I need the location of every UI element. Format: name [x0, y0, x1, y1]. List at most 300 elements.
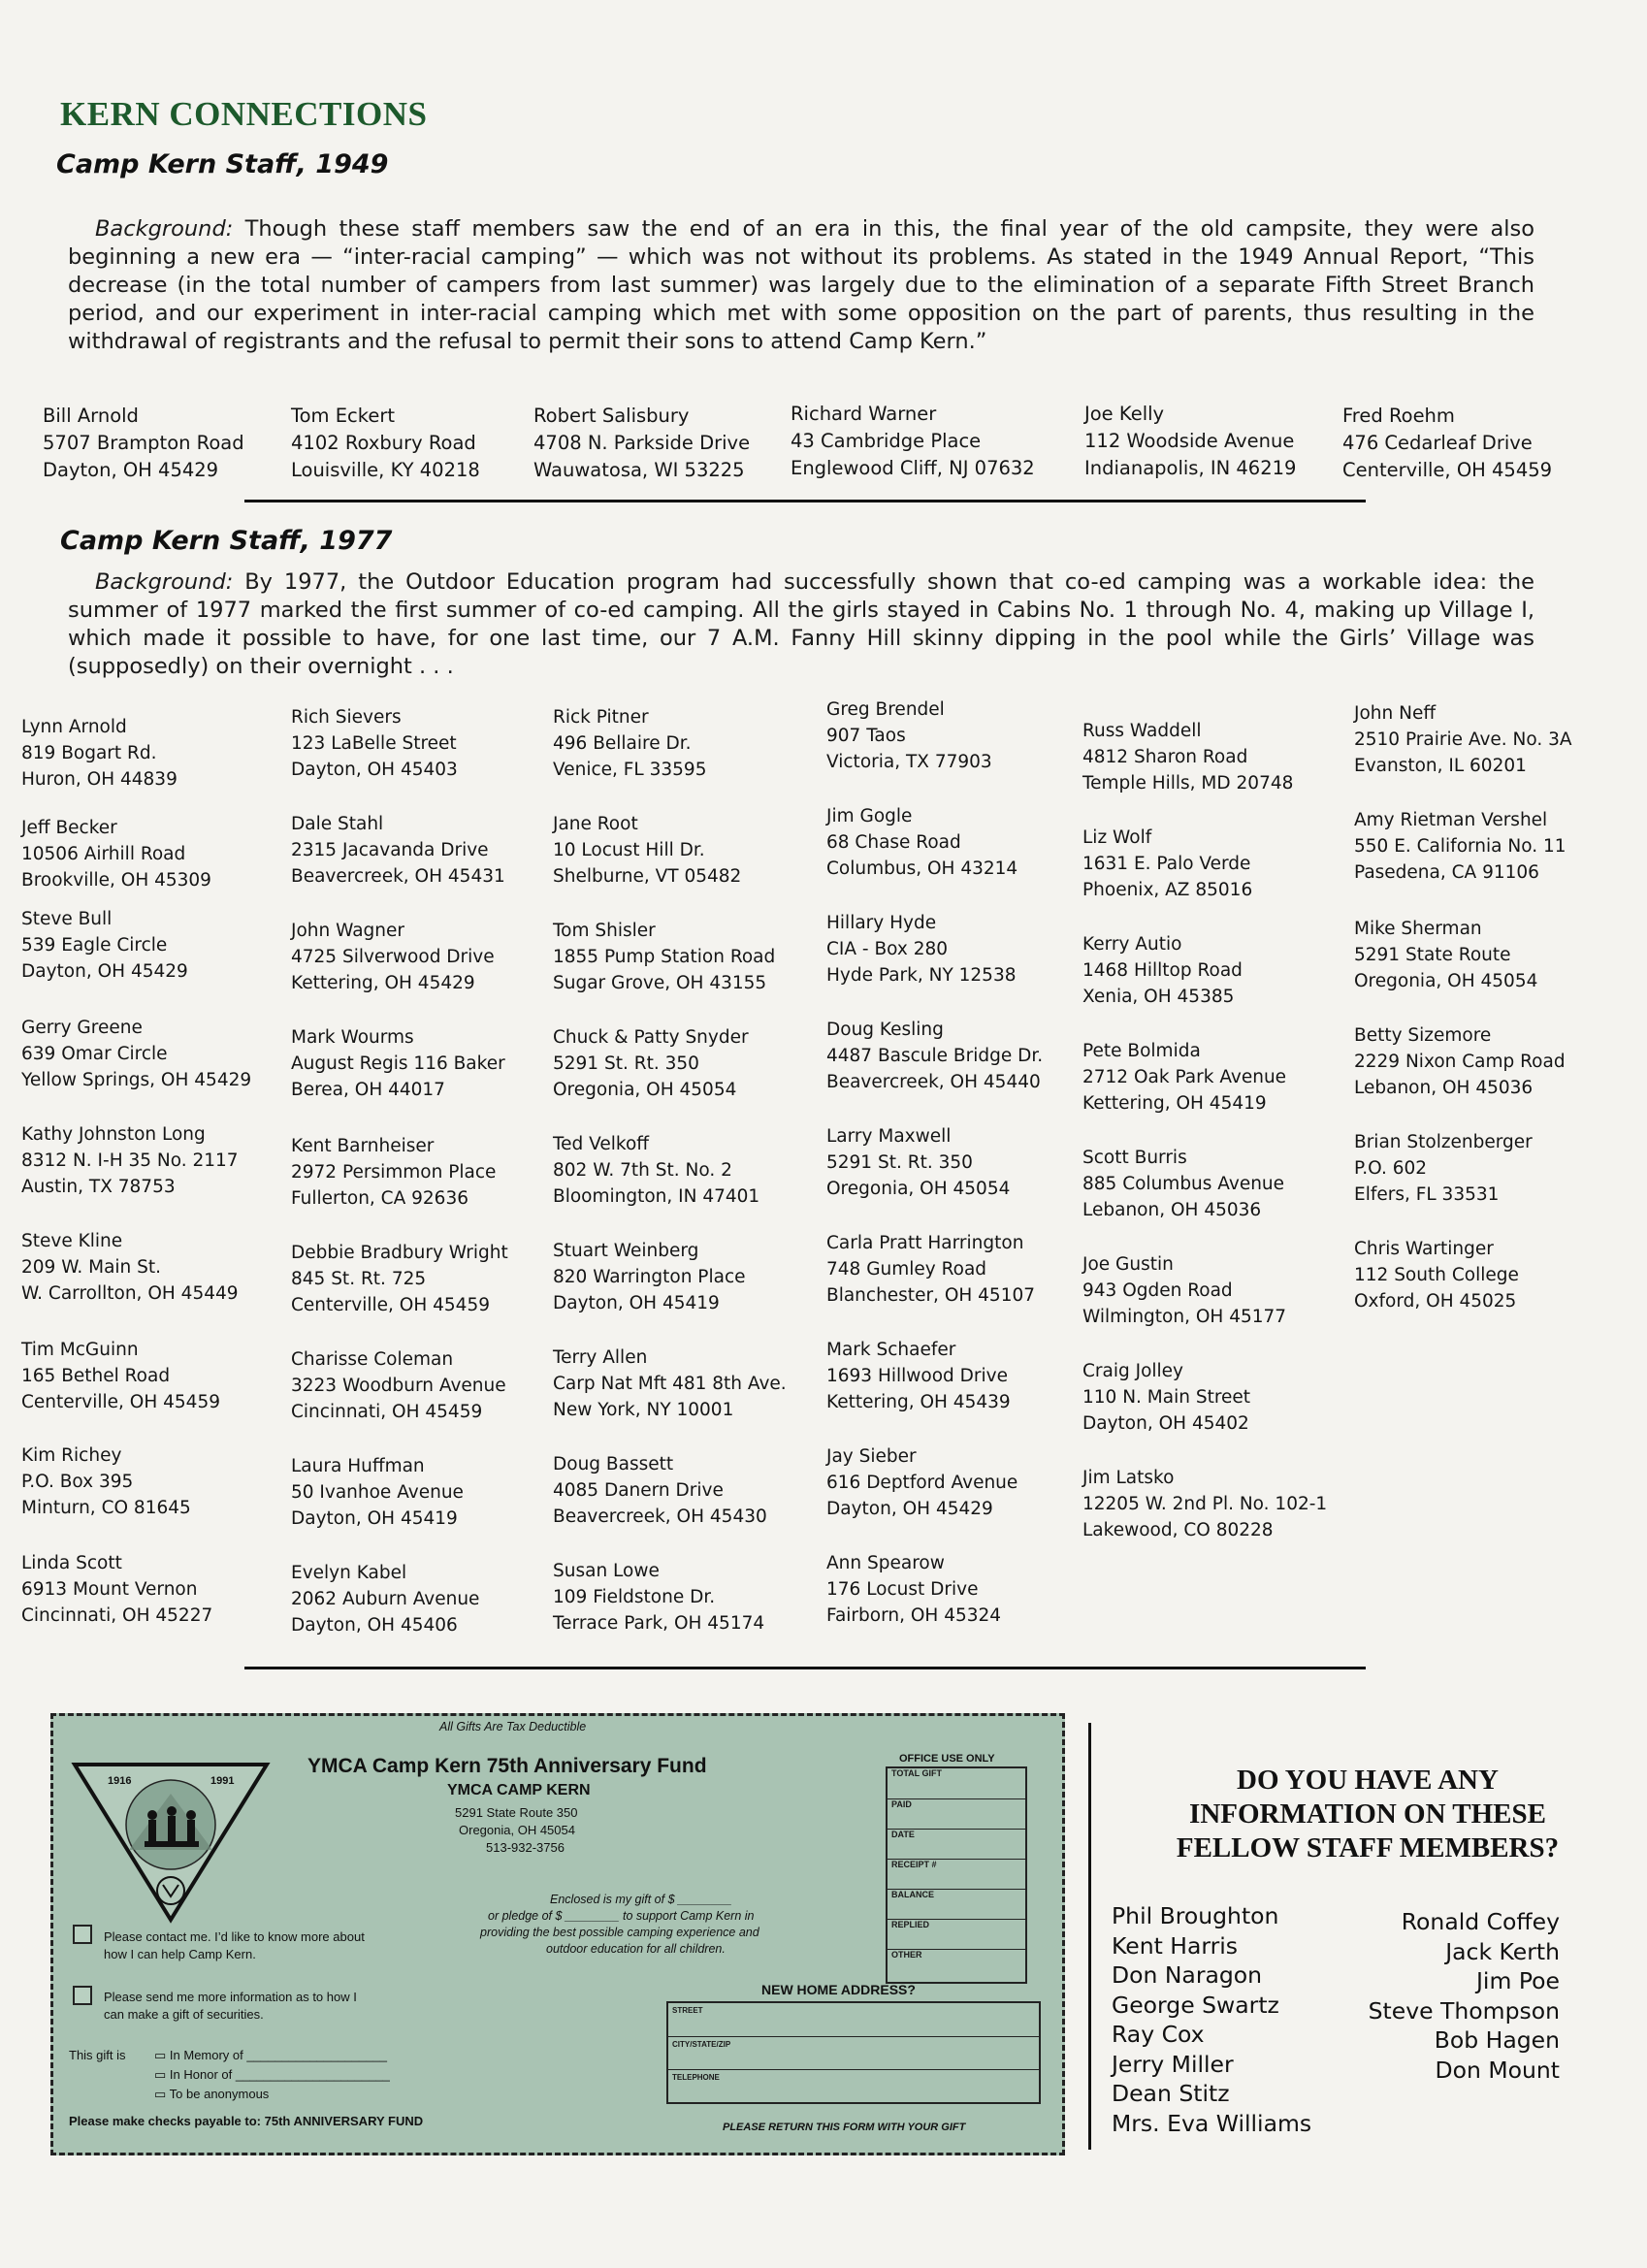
missing-staff-name: Mrs. Eva Williams [1112, 2109, 1312, 2137]
staff-name: Mark Schaefer [826, 1340, 956, 1360]
staff-street: 539 Eagle Circle [21, 935, 168, 956]
office-field: PAID [888, 1798, 1025, 1829]
telephone-field[interactable]: TELEPHONE [668, 2069, 1039, 2102]
staff-city: Oregonia, OH 45054 [826, 1179, 1011, 1199]
staff-street: 2315 Jacavanda Drive [291, 840, 489, 860]
staff-1977-entry [1354, 1236, 1519, 1314]
staff-name: Chuck & Patty Snyder [553, 1027, 749, 1048]
staff-street: 476 Cedarleaf Drive [1342, 432, 1533, 454]
office-field: TOTAL GIFT [891, 1768, 942, 1778]
staff-city: Centerville, OH 45459 [1342, 459, 1553, 481]
new-address-title: NEW HOME ADDRESS? [761, 1982, 916, 1997]
staff-street: 2712 Oak Park Avenue [1082, 1067, 1287, 1087]
staff-city: Indianapolis, IN 46219 [1084, 457, 1297, 479]
staff-city: Shelburne, VT 05482 [553, 866, 742, 887]
staff-city: Beavercreek, OH 45431 [291, 866, 505, 887]
staff-name: Jeff Becker [21, 818, 117, 838]
staff-city: Pasedena, CA 91106 [1354, 862, 1539, 883]
staff-name: Charisse Coleman [291, 1349, 454, 1370]
staff-street: 10 Locust Hill Dr. [553, 840, 705, 860]
staff-city: Dayton, OH 45419 [553, 1293, 720, 1313]
staff-1977-entry [21, 714, 178, 793]
staff-1949-entry [533, 403, 750, 484]
logo-year-right: 1991 [210, 1775, 235, 1787]
section-divider [244, 1667, 1366, 1669]
staff-city: Evanston, IL 60201 [1354, 756, 1527, 776]
org-name: YMCA CAMP KERN [447, 1782, 591, 1798]
staff-street: 845 St. Rt. 725 [291, 1269, 427, 1289]
staff-1977-entry [553, 704, 706, 783]
staff-1977-entry [21, 906, 188, 985]
staff-name: Liz Wolf [1082, 827, 1152, 848]
staff-1977-entry [826, 1337, 1011, 1415]
section-heading-1949: Camp Kern Staff, 1949 [56, 149, 389, 179]
staff-city: Xenia, OH 45385 [1082, 987, 1235, 1007]
staff-street: 68 Chase Road [826, 832, 961, 853]
staff-1977-entry [291, 1346, 506, 1425]
staff-city: Blanchester, OH 45107 [826, 1285, 1036, 1306]
staff-street: 2229 Nixon Camp Road [1354, 1052, 1566, 1072]
staff-1977-entry [21, 1228, 239, 1307]
gift-amount-line: Enclosed is my gift of $ ________ [550, 1893, 732, 1906]
staff-street: 209 W. Main St. [21, 1257, 162, 1278]
staff-name: Brian Stolzenberger [1354, 1132, 1533, 1152]
missing-staff-name: Don Mount [1435, 2056, 1560, 2084]
staff-1949-entry [43, 403, 244, 484]
gift-type-memory-label: In Memory of [169, 2048, 243, 2062]
staff-street: 819 Bogart Rd. [21, 743, 157, 763]
pledge-line: or pledge of $ ________ to support Camp Kern in [488, 1909, 755, 1923]
staff-street: 5291 State Route [1354, 945, 1511, 965]
staff-1977-entry [826, 1443, 1017, 1522]
staff-name: Mark Wourms [291, 1027, 414, 1048]
staff-name: Stuart Weinberg [553, 1241, 699, 1261]
background-text-1977: By 1977, the Outdoor Education program had successfully shown that co-ed camping was a workable idea: the summer of 1977 marked the first summer of co-ed camping. All the girls stayed in Cabins No. 1 through No. 4, making up Village I, which made it possible to have, for one last time, our 7 A.M. Fanny Hill skinny dipping in the pool while the Girls’ Village was (supposedly) on their overnight . . . [68, 569, 1535, 679]
staff-street: 820 Warrington Place [553, 1267, 746, 1287]
org-phone: 513-932-3756 [486, 1840, 565, 1855]
staff-city: Louisville, KY 40218 [291, 459, 480, 481]
staff-city: Lakewood, CO 80228 [1082, 1520, 1274, 1540]
staff-street: 176 Locust Drive [826, 1579, 979, 1600]
staff-city: Terrace Park, OH 45174 [553, 1613, 765, 1634]
staff-name: Gerry Greene [21, 1018, 143, 1038]
staff-street: 943 Ogden Road [1082, 1280, 1233, 1301]
staff-street: P.O. Box 395 [21, 1472, 134, 1492]
staff-street: P.O. 602 [1354, 1158, 1428, 1179]
staff-1977-entry [1082, 1251, 1286, 1330]
staff-street: 43 Cambridge Place [791, 430, 982, 452]
org-city: Oregonia, OH 45054 [459, 1823, 575, 1837]
staff-street: 5291 St. Rt. 350 [553, 1053, 699, 1074]
staff-name: Jay Sieber [826, 1446, 917, 1467]
staff-1977-entry [1354, 1022, 1566, 1101]
staff-street: 2972 Persimmon Place [291, 1162, 497, 1183]
staff-city: Oregonia, OH 45054 [553, 1080, 737, 1100]
staff-name: Tom Shisler [553, 921, 656, 941]
staff-street: 4812 Sharon Road [1082, 747, 1248, 767]
staff-city: Dayton, OH 45429 [826, 1499, 993, 1519]
staff-city: Lebanon, OH 45036 [1354, 1078, 1534, 1098]
staff-name: Rick Pitner [553, 707, 649, 728]
staff-name: Chris Wartinger [1354, 1239, 1494, 1259]
staff-street: 748 Gumley Road [826, 1259, 987, 1280]
staff-1977-entry [1082, 1465, 1327, 1543]
staff-1977-entry [553, 1131, 759, 1210]
staff-street: 1855 Pump Station Road [553, 947, 776, 967]
office-field: REPLIED [888, 1919, 1025, 1949]
staff-street: 550 E. California No. 11 [1354, 836, 1566, 857]
staff-name: Tom Eckert [291, 405, 396, 427]
staff-1977-entry [291, 1453, 464, 1532]
staff-city: Wauwatosa, WI 53225 [533, 459, 745, 481]
staff-street: 496 Bellaire Dr. [553, 733, 692, 754]
staff-name: Amy Rietman Vershel [1354, 810, 1548, 830]
staff-name: Richard Warner [791, 403, 937, 425]
missing-staff-name: Jim Poe [1476, 1967, 1560, 1994]
return-form-note: PLEASE RETURN THIS FORM WITH YOUR GIFT [723, 2122, 966, 2133]
missing-staff-name: Jack Kerth [1445, 1937, 1560, 1965]
staff-name: Steve Kline [21, 1231, 123, 1251]
staff-street: 907 Taos [826, 726, 906, 746]
staff-name: Doug Bassett [553, 1454, 674, 1474]
missing-staff-name: George Swartz [1112, 1991, 1279, 2019]
staff-name: Hillary Hyde [826, 913, 937, 933]
info-request-heading [1115, 1764, 1620, 1865]
staff-name: Susan Lowe [553, 1561, 660, 1581]
camp-kern-logo [71, 1755, 271, 1931]
missing-staff-name: Jerry Miller [1112, 2050, 1234, 2078]
staff-city: Hyde Park, NY 12538 [826, 965, 1017, 986]
staff-city: Beavercreek, OH 45430 [553, 1507, 767, 1527]
staff-name: Jane Root [553, 814, 638, 834]
staff-street: 110 N. Main Street [1082, 1387, 1251, 1408]
org-address: 5291 State Route 350 [455, 1805, 578, 1820]
missing-staff-name: Kent Harris [1112, 1931, 1239, 1960]
staff-city: Fairborn, OH 45324 [826, 1605, 1002, 1626]
staff-1977-entry [1082, 1145, 1284, 1223]
staff-name: Russ Waddell [1082, 721, 1202, 741]
staff-street: 4487 Bascule Bridge Dr. [826, 1046, 1044, 1066]
staff-street: 5291 St. Rt. 350 [826, 1152, 973, 1173]
staff-city: Dayton, OH 45429 [43, 459, 219, 481]
staff-name: Kent Barnheiser [291, 1136, 435, 1156]
staff-street: 639 Omar Circle [21, 1044, 168, 1064]
staff-1977-entry [291, 704, 458, 783]
staff-1977-entry [21, 1442, 191, 1521]
staff-street: 2062 Auburn Avenue [291, 1589, 480, 1609]
staff-name: Carla Pratt Harrington [826, 1233, 1024, 1253]
staff-street: 10506 Airhill Road [21, 844, 186, 864]
background-1949-paragraph [68, 215, 1534, 356]
staff-city: Brookville, OH 45309 [21, 870, 211, 891]
gift-type-honor[interactable]: ▭ In Honor of ______________________ [154, 2067, 390, 2082]
staff-1977-entry [21, 1121, 239, 1200]
staff-1977-entry [553, 1024, 749, 1103]
staff-name: Kathy Johnston Long [21, 1124, 206, 1145]
staff-city: Dayton, OH 45406 [291, 1615, 458, 1636]
staff-city: Beavercreek, OH 45440 [826, 1072, 1041, 1092]
staff-city: Fullerton, CA 92636 [291, 1188, 468, 1209]
staff-name: Linda Scott [21, 1553, 122, 1573]
staff-street: 4085 Danern Drive [553, 1480, 724, 1501]
section-heading-1977: Camp Kern Staff, 1977 [60, 526, 393, 556]
staff-1977-entry [826, 697, 992, 775]
staff-city: Wilmington, OH 45177 [1082, 1307, 1287, 1327]
staff-city: Sugar Grove, OH 43155 [553, 973, 767, 993]
staff-street: 3223 Woodburn Avenue [291, 1376, 506, 1396]
purpose-line-2: outdoor education for all children. [546, 1942, 726, 1956]
staff-city: Austin, TX 78753 [21, 1177, 176, 1197]
staff-street: Carp Nat Mft 481 8th Ave. [553, 1374, 787, 1394]
staff-name: Greg Brendel [826, 699, 945, 720]
staff-street: 5707 Brampton Road [43, 432, 244, 454]
staff-city: Kettering, OH 45419 [1082, 1093, 1267, 1114]
staff-1977-entry [21, 1550, 212, 1629]
staff-street: 6913 Mount Vernon [21, 1579, 198, 1600]
staff-1977-entry [553, 1238, 746, 1316]
staff-street: 802 W. 7th St. No. 2 [553, 1160, 732, 1181]
staff-name: Larry Maxwell [826, 1126, 952, 1147]
checks-label: Please make checks payable to: [69, 2114, 262, 2128]
staff-1977-entry [826, 1550, 1001, 1629]
contact-me-label-2: how I can help Camp Kern. [104, 1947, 256, 1961]
staff-name: Fred Roehm [1342, 405, 1455, 427]
staff-1977-entry [21, 1015, 251, 1093]
staff-1977-entry [553, 1345, 787, 1423]
staff-name: Laura Huffman [291, 1456, 425, 1476]
staff-name: Steve Bull [21, 909, 113, 929]
staff-1977-entry [826, 1230, 1035, 1309]
staff-1977-entry [291, 1560, 479, 1638]
staff-city: Phoenix, AZ 85016 [1082, 880, 1253, 900]
staff-name: Joe Kelly [1084, 403, 1165, 425]
staff-1977-entry [553, 918, 775, 996]
staff-city: Kettering, OH 45439 [826, 1392, 1011, 1412]
staff-1977-entry [1082, 1038, 1286, 1117]
staff-street: 4708 N. Parkside Drive [533, 432, 751, 454]
staff-1977-entry [553, 811, 741, 890]
staff-street: 112 South College [1354, 1265, 1519, 1285]
staff-city: Englewood Cliff, NJ 07632 [791, 457, 1035, 479]
staff-street: 1631 E. Palo Verde [1082, 854, 1251, 874]
gift-type-honor-label: In Honor of [169, 2067, 233, 2082]
missing-staff-name: Bob Hagen [1434, 2026, 1560, 2054]
staff-street: 4102 Roxbury Road [291, 432, 476, 454]
staff-name: Pete Bolmida [1082, 1041, 1201, 1061]
staff-1977-entry [21, 1337, 220, 1415]
missing-staff-name: Steve Thompson [1368, 1996, 1560, 2025]
staff-name: Betty Sizemore [1354, 1025, 1492, 1046]
staff-name: Jim Latsko [1082, 1468, 1175, 1488]
tax-deductible-note: All Gifts Are Tax Deductible [439, 1720, 587, 1733]
missing-staff-name: Phil Broughton [1112, 1902, 1279, 1929]
missing-staff-list-left [1112, 1901, 1311, 2138]
staff-1949-entry [791, 401, 1035, 482]
staff-street: 4725 Silverwood Drive [291, 947, 495, 967]
staff-1977-entry [553, 1451, 767, 1530]
street-field[interactable]: STREET [672, 2006, 703, 2015]
office-field: RECEIPT # [888, 1859, 1025, 1889]
contact-me-checkbox[interactable] [73, 1925, 92, 1944]
staff-name: Kim Richey [21, 1445, 122, 1466]
staff-1977-entry [1082, 825, 1252, 903]
staff-1977-entry [1354, 807, 1566, 886]
staff-city: Columbus, OH 43214 [826, 859, 1018, 879]
staff-city: Minturn, CO 81645 [21, 1498, 191, 1518]
staff-city: Cincinnati, OH 45227 [21, 1605, 213, 1626]
staff-1977-entry [21, 815, 211, 893]
staff-name: Jim Gogle [826, 806, 913, 826]
staff-street: August Regis 116 Baker [291, 1053, 505, 1074]
staff-name: Craig Jolley [1082, 1361, 1184, 1381]
background-lead-1949: Background: [95, 216, 234, 242]
office-use-box [886, 1766, 1027, 1984]
staff-1977-entry [1082, 931, 1243, 1010]
staff-1977-entry [826, 1123, 1010, 1202]
staff-name: Scott Burris [1082, 1148, 1187, 1168]
staff-street: 112 Woodside Avenue [1084, 430, 1295, 452]
staff-1977-entry [826, 910, 1016, 988]
background-text-1949: Though these staff members saw the end of an era in this, the final year of the old campsite, they were also beginning a new era — “inter-racial camping” — which was not without its problems. As stated in the 1949 Annual Report, “This decrease (in the total number of campers from last summer) was largely due to the elimination of a separate Fifth Street Branch period, and our experiment in inter-racial camping which met with some opposition on the part of parents, thus resulting in the withdrawal of registrants and the refusal to permit their sons to attend Camp Kern.” [68, 216, 1534, 354]
purpose-line: providing the best possible camping experience and [480, 1926, 759, 1939]
staff-name: Kerry Autio [1082, 934, 1182, 955]
staff-city: Huron, OH 44839 [21, 769, 178, 790]
staff-name: Ann Spearow [826, 1553, 945, 1573]
checks-payable-note [69, 2114, 423, 2128]
staff-city: Oregonia, OH 45054 [1354, 971, 1538, 991]
staff-1977-entry [291, 811, 505, 890]
gift-type-label: This gift is [69, 2048, 126, 2062]
staff-name: Joe Gustin [1082, 1254, 1174, 1275]
missing-staff-name: Ray Cox [1112, 2021, 1205, 2048]
city-state-zip-field[interactable]: CITY/STATE/ZIP [668, 2036, 1039, 2069]
staff-name: Doug Kesling [826, 1020, 944, 1040]
missing-staff-list-right [1319, 1907, 1560, 2085]
staff-1949-entry [1342, 403, 1552, 484]
staff-city: Oxford, OH 45025 [1354, 1291, 1517, 1312]
new-address-box [666, 2001, 1041, 2104]
staff-1949-entry [291, 403, 480, 484]
staff-city: Yellow Springs, OH 45429 [21, 1070, 252, 1090]
staff-city: Berea, OH 44017 [291, 1080, 445, 1100]
staff-street: 2510 Prairie Ave. No. 3A [1354, 729, 1572, 750]
staff-street: 1693 Hillwood Drive [826, 1366, 1009, 1386]
staff-city: W. Carrollton, OH 45449 [21, 1283, 239, 1304]
page-title: KERN CONNECTIONS [60, 95, 428, 133]
staff-1977-entry [1354, 916, 1537, 994]
staff-name: Tim McGuinn [21, 1340, 139, 1360]
staff-name: Dale Stahl [291, 814, 384, 834]
background-lead-1977: Background: [95, 569, 234, 595]
gift-type-anonymous[interactable]: ▭ To be anonymous [154, 2087, 270, 2101]
staff-name: Evelyn Kabel [291, 1563, 407, 1583]
staff-street: 165 Bethel Road [21, 1366, 171, 1386]
staff-city: New York, NY 10001 [553, 1400, 734, 1420]
staff-city: Centerville, OH 45459 [291, 1295, 490, 1315]
gift-type-anonymous-label: To be anonymous [169, 2087, 270, 2101]
staff-street: 123 LaBelle Street [291, 733, 457, 754]
staff-1977-entry [1354, 700, 1572, 779]
staff-street: CIA - Box 280 [826, 939, 949, 959]
staff-city: Elfers, FL 33531 [1354, 1184, 1500, 1205]
missing-staff-name: Dean Stitz [1112, 2080, 1230, 2107]
staff-1977-entry [291, 1133, 496, 1212]
staff-name: Mike Sherman [1354, 919, 1482, 939]
staff-city: Temple Hills, MD 20748 [1082, 773, 1294, 794]
staff-city: Bloomington, IN 47401 [553, 1186, 760, 1207]
vertical-divider [1088, 1723, 1091, 2150]
staff-1977-entry [826, 803, 1017, 882]
staff-1977-entry [1354, 1129, 1533, 1208]
background-1977-paragraph [68, 568, 1534, 681]
staff-name: Debbie Bradbury Wright [291, 1243, 508, 1263]
info-heading-line: INFORMATION ON THESE [1189, 1798, 1546, 1830]
securities-info-label: Please send me more information as to how I [104, 1990, 357, 2004]
info-heading-line: FELLOW STAFF MEMBERS? [1176, 1832, 1560, 1863]
staff-name: John Wagner [291, 921, 405, 941]
staff-city: Dayton, OH 45403 [291, 760, 458, 780]
logo-year-left: 1916 [108, 1775, 132, 1787]
staff-name: Rich Sievers [291, 707, 402, 728]
staff-city: Victoria, TX 77903 [826, 752, 992, 772]
office-field: DATE [888, 1829, 1025, 1859]
staff-street: 109 Fieldstone Dr. [553, 1587, 716, 1607]
missing-staff-name: Don Naragon [1112, 1961, 1263, 1989]
staff-name: Robert Salisbury [533, 405, 690, 427]
gift-type-memory[interactable]: ▭ In Memory of ____________________ [154, 2048, 387, 2062]
securities-info-checkbox[interactable] [73, 1986, 92, 2005]
staff-city: Lebanon, OH 45036 [1082, 1200, 1262, 1220]
checks-payee: 75th ANNIVERSARY FUND [264, 2114, 424, 2128]
staff-street: 885 Columbus Avenue [1082, 1174, 1285, 1194]
staff-1977-entry [1082, 1358, 1250, 1437]
info-heading-line: DO YOU HAVE ANY [1237, 1765, 1499, 1796]
staff-street: 8312 N. I-H 35 No. 2117 [21, 1150, 239, 1171]
staff-name: Bill Arnold [43, 405, 139, 427]
staff-name: Terry Allen [553, 1347, 648, 1368]
staff-1949-entry [1084, 401, 1296, 482]
missing-staff-name: Ronald Coffey [1401, 1908, 1560, 1935]
section-divider [244, 500, 1366, 502]
staff-name: Lynn Arnold [21, 717, 127, 737]
fund-title: YMCA Camp Kern 75th Anniversary Fund [307, 1755, 707, 1777]
staff-street: 616 Deptford Avenue [826, 1473, 1018, 1493]
staff-city: Kettering, OH 45429 [291, 973, 475, 993]
staff-1977-entry [291, 1240, 508, 1318]
staff-city: Dayton, OH 45429 [21, 961, 188, 982]
staff-city: Centerville, OH 45459 [21, 1392, 220, 1412]
securities-info-label-2: can make a gift of securities. [104, 2007, 264, 2022]
staff-street: 50 Ivanhoe Avenue [291, 1482, 464, 1503]
office-field: OTHER [888, 1949, 1025, 1979]
staff-city: Cincinnati, OH 45459 [291, 1402, 483, 1422]
staff-city: Dayton, OH 45402 [1082, 1413, 1249, 1434]
staff-1977-entry [1082, 718, 1293, 796]
contact-me-label: Please contact me. I’d like to know more about [104, 1929, 365, 1944]
office-field: BALANCE [888, 1889, 1025, 1919]
donation-form [50, 1713, 1065, 2155]
staff-name: John Neff [1354, 703, 1437, 724]
staff-city: Venice, FL 33595 [553, 760, 707, 780]
staff-1977-entry [826, 1017, 1043, 1095]
staff-street: 1468 Hilltop Road [1082, 960, 1243, 981]
staff-1977-entry [291, 918, 495, 996]
staff-city: Dayton, OH 45419 [291, 1508, 458, 1529]
staff-1977-entry [291, 1024, 505, 1103]
staff-street: 12205 W. 2nd Pl. No. 102-1 [1082, 1494, 1328, 1514]
staff-1977-entry [553, 1558, 764, 1636]
office-use-title: OFFICE USE ONLY [899, 1753, 995, 1765]
